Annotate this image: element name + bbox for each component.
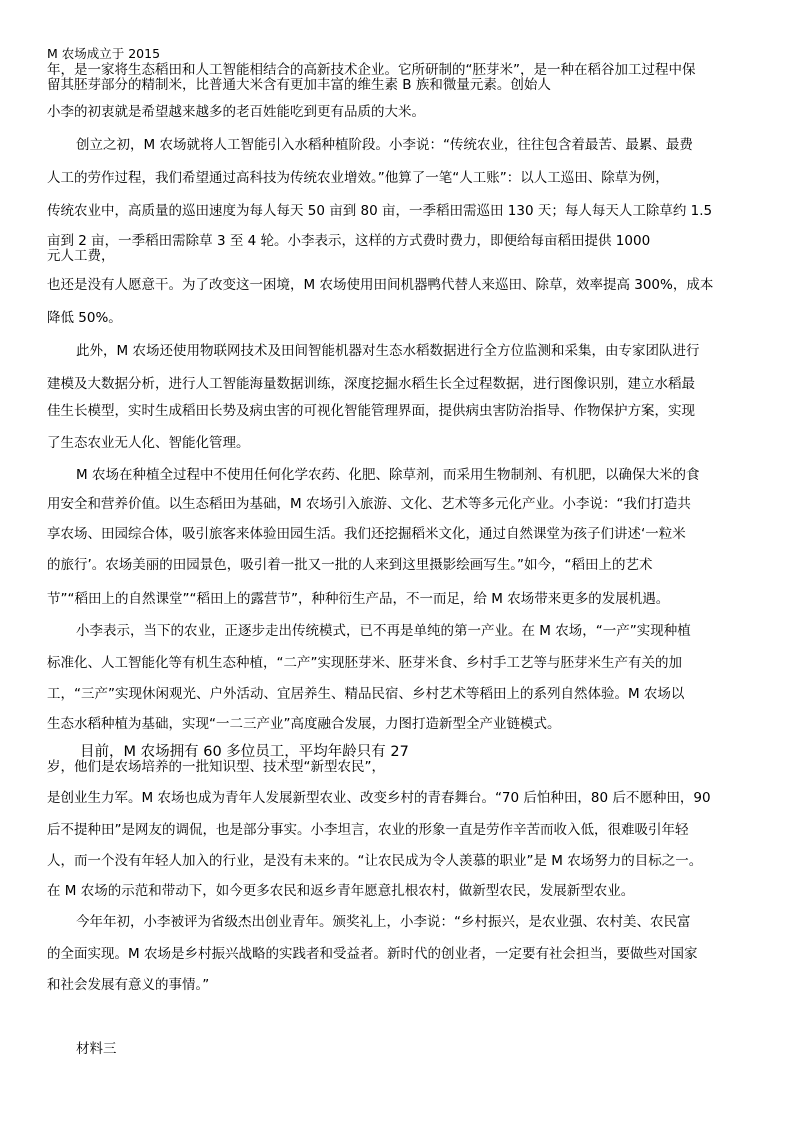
text-line: 标准化、人工智能化等有机生态种植，“二产”实现胚芽米、胚芽米食、乡村手工艺等与胚芽米生产有关的加: [47, 655, 682, 671]
section-heading: 材料三: [76, 1041, 117, 1057]
text-line: 小李的初衷就是希望越来越多的老百姓能吃到更有品质的大米。: [47, 104, 425, 120]
text-line: 佳生长模型，实时生成稻田长势及病虫害的可视化智能管理界面，提供病虫害防治指导、作物保护方案，实现: [47, 403, 695, 419]
text-line: 今年年初，小李被评为省级杰出创业青年。颁奖礼上，小李说：“乡村振兴，是农业强、农村美、农民富: [76, 914, 691, 930]
text-line: 降低 50%。: [47, 310, 122, 326]
text-line: 也还是没有人愿意干。为了改变这一困境，M 农场使用田间机器鸭代替人来巡田、除草，效率提高 300%，成本: [47, 277, 714, 293]
text-line: 节”“稻田上的自然课堂”“稻田上的露营节”，种种衍生产品，不一而足，给 M 农场带来更多的发展机遇。: [47, 591, 670, 607]
text-line: 了生态农业无人化、智能化管理。: [47, 435, 250, 451]
text-line: 和社会发展有意义的事情。”: [47, 977, 210, 993]
text-line: 用安全和营养价值。以生态稻田为基础，M 农场引入旅游、文化、艺术等多元化产业。小李说：“我们打造共: [47, 496, 691, 512]
text-line: 岁，他们是农场培养的一批知识型、技术型“新型农民”，: [47, 759, 385, 775]
text-line: 元人工费，: [47, 248, 115, 264]
text-line: 目前，M 农场拥有 60 多位员工，平均年龄只有 27: [80, 744, 409, 760]
text-line: 的全面实现。M 农场是乡村振兴战略的实践者和受益者。新时代的创业者，一定要有社会担当，要做些对国家: [47, 946, 698, 962]
text-line: 留其胚芽部分的精制米，比普通大米含有更加丰富的维生素 B 族和微量元素。创始人: [47, 77, 551, 93]
text-line: 工，“三产”实现休闲观光、户外活动、宜居养生、精品民宿、乡村艺术等稻田上的系列自然体验。M 农场以: [47, 686, 685, 702]
text-line: 传统农业中，高质量的巡田速度为每人每天 50 亩到 80 亩，一季稻田需巡田 130 天；每人每天人工除草约 1.5: [47, 203, 713, 219]
text-line: 亩到 2 亩，一季稻田需除草 3 至 4 轮。小李表示，这样的方式费时费力，即便给每亩稻田提供 1000: [47, 233, 651, 249]
text-line: 人，而一个没有年轻人加入的行业，是没有未来的。“让农民成为令人羡慕的职业”是 M 农场努力的目标之一。: [47, 853, 703, 869]
text-line: 是创业生力军。M 农场也成为青年人发展新型农业、改变乡村的青春舞台。“70 后怕种田，80 后不愿种田，90: [47, 790, 711, 806]
text-line: 小李表示，当下的农业，正逐步走出传统模式，已不再是单纯的第一产业。在 M 农场，“一产”实现种植: [76, 623, 691, 639]
text-line: 后不提种田”是网友的调侃，也是部分事实。小李坦言，农业的形象一直是劳作辛苦而收入低，很难吸引年轻: [47, 822, 689, 838]
text-line: 年，是一家将生态稻田和人工智能相结合的高新技术企业。它所研制的“胚芽米”，是一种在稻谷加工过程中保: [47, 62, 696, 78]
text-line: 建模及大数据分析，进行人工智能海量数据训练，深度挖掘水稻生长全过程数据，进行图像识别，建立水稻最: [47, 376, 695, 392]
text-line: 在 M 农场的示范和带动下，如今更多农民和返乡青年愿意扎根农村，做新型农民，发展新型农业。: [47, 883, 635, 899]
text-line: 创立之初，M 农场就将人工智能引入水稻种植阶段。小李说：“传统农业，往往包含着最苦、最累、最费: [76, 137, 693, 153]
text-line: M 农场在种植全过程中不使用任何化学农药、化肥、除草剂，而采用生物制剂、有机肥，以确保大米的食: [76, 467, 700, 483]
text-line: 享农场、田园综合体，吸引旅客来体验田园生活。我们还挖掘稻米文化，通过自然课堂为孩子们讲述‘一粒米: [47, 526, 686, 542]
text-line: 人工的劳作过程，我们希望通过高科技为传统农业增效。”他算了一笔“人工账”：以人工巡田、除草为例，: [47, 170, 669, 186]
text-line: 的旅行’。农场美丽的田园景色，吸引着一批又一批的人来到这里摄影绘画写生。”如今，“稻田上的艺术: [47, 557, 653, 573]
text-line: M 农场成立于 2015: [47, 46, 161, 61]
text-line: 生态水稻种植为基础，实现“一二三产业”高度融合发展，力图打造新型全产业链模式。: [47, 716, 561, 732]
text-line: 此外，M 农场还使用物联网技术及田间智能机器对生态水稻数据进行全方位监测和采集，由专家团队进行: [76, 343, 700, 359]
